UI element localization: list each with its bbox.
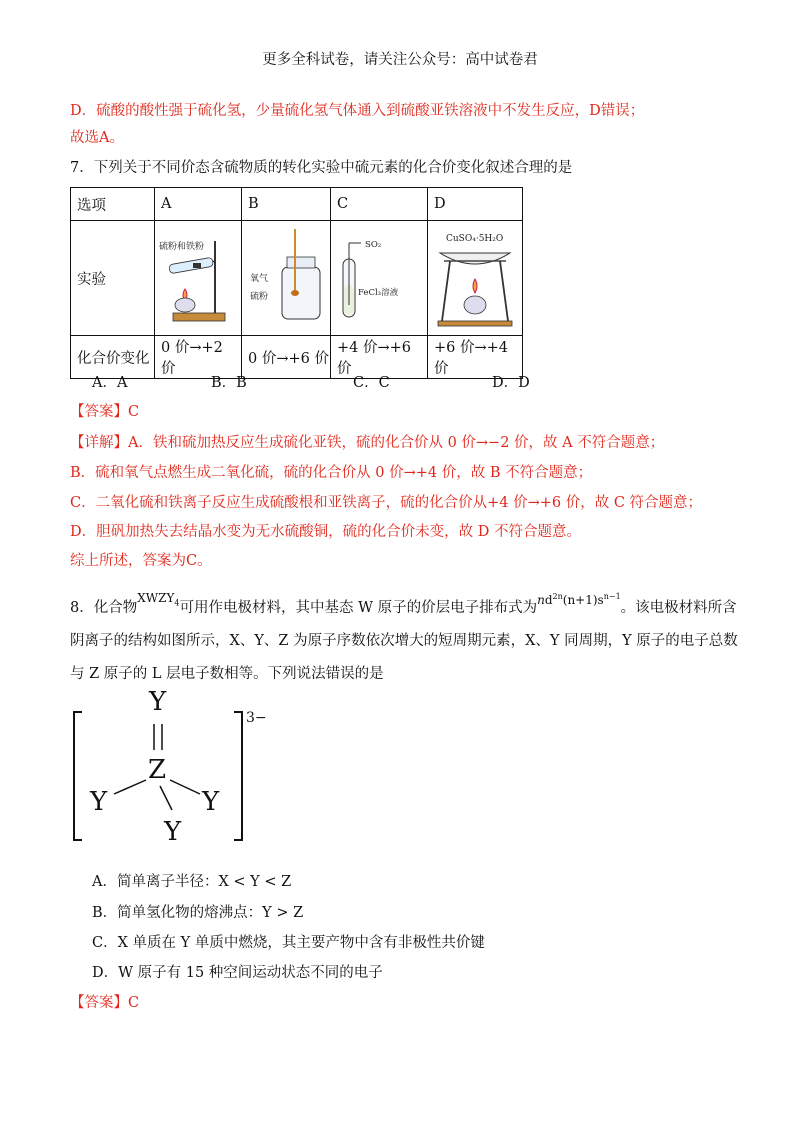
q7-experiment-table — [70, 187, 523, 379]
valence-change-d: +6 价→+4 价 — [428, 336, 523, 379]
valence-change-a: 0 价→+2 价 — [155, 336, 242, 379]
prev-conclusion: 故选A。 — [70, 130, 124, 146]
experiment-d-cell — [428, 221, 523, 336]
q7-detail-d: D．胆矾加热失去结晶水变为无水硫酸铜，硫的化合价未变，故 D 不符合题意。 — [70, 524, 581, 540]
q8-option-b: B．简单氢化物的熔沸点：Y > Z — [92, 905, 304, 921]
q8-option-c: C．X 单质在 Y 单质中燃烧，其主要产物中含有非极性共价键 — [92, 935, 485, 951]
q8-answer-value: C — [128, 995, 140, 1011]
q8-formula-sub: 4 — [174, 598, 180, 608]
q8-electron-config — [537, 593, 621, 607]
apparatus-c-illustration — [331, 221, 427, 331]
apparatus-d-label: CuSO₄·5H₂O — [446, 234, 504, 244]
col-header-a: A — [155, 188, 242, 221]
q7-answer-value: C — [128, 404, 140, 420]
q7-answer-tag: 【答案】 — [70, 404, 128, 420]
apparatus-b-label-sulfur: 硫粉 — [250, 292, 269, 302]
ligand-y-left: Y — [90, 787, 108, 817]
apparatus-d-illustration — [428, 221, 522, 331]
page-header: 更多全科试卷，请关注公众号：高中试卷君 — [262, 52, 538, 68]
col-header-b: B — [242, 188, 331, 221]
q8-stem-line2: 阴离子的结构如图所示，X、Y、Z 为原子序数依次增大的短周期元素，X、Y 同周期，Y 原子的电子总数 — [70, 633, 738, 649]
prev-option-d-explanation: D．硫酸的酸性强于硫化氢，少量硫化氢气体通入到硫酸亚铁溶液中不发生反应，D错误； — [70, 103, 645, 119]
q8-option-d: D．W 原子有 15 种空间运动状态不同的电子 — [92, 965, 383, 981]
col-header-c: C — [331, 188, 428, 221]
row-header-valence-change: 化合价变化 — [71, 336, 155, 379]
config-mid: (n+1)s — [562, 593, 604, 607]
q7-detail-a-line — [70, 433, 664, 453]
experiment-b-cell — [242, 221, 331, 336]
q7-detail-tag: 【详解】 — [70, 435, 128, 451]
valence-change-c: +4 价→+6 价 — [331, 336, 428, 379]
q7-detail-c: C．二氧化硫和铁离子反应生成硫酸根和亚铁离子，硫的化合价从+4 价→+6 价，故 C 符合题意； — [70, 495, 703, 511]
q7-option-a: A．A — [92, 375, 128, 391]
q8-formula-main: XWZY — [137, 591, 175, 605]
experiment-c-cell — [331, 221, 428, 336]
q8-stem-mid: 可用作电极材料，其中基态 W 原子的价层电子排布式为 — [179, 600, 538, 616]
q7-summary: 综上所述，答案为C。 — [70, 553, 212, 569]
config-n: n — [537, 593, 545, 607]
q8-option-a: A．简单离子半径：X < Y < Z — [92, 874, 292, 890]
experiment-a-cell — [155, 221, 242, 336]
q8-stem-pre: 8．化合物 — [70, 600, 138, 616]
q8-stem-line1 — [70, 591, 737, 623]
center-atom-z: Z — [148, 755, 167, 785]
q8-answer-tag: 【答案】 — [70, 995, 128, 1011]
apparatus-b-illustration — [242, 221, 330, 331]
apparatus-a-illustration — [155, 221, 241, 331]
q8-formula — [137, 591, 180, 608]
config-d-sup: 2n — [552, 592, 563, 601]
anion-structure-diagram — [70, 688, 290, 848]
config-s-sup: n−1 — [603, 592, 621, 601]
q7-answer — [70, 402, 139, 422]
q7-stem: 7．下列关于不同价态含硫物质的转化实验中硫元素的化合价变化叙述合理的是 — [70, 160, 573, 176]
ligand-y-right: Y — [202, 787, 220, 817]
anion-charge: 3− — [246, 710, 267, 726]
q7-option-d: D．D — [492, 375, 530, 391]
q8-stem-line3: 与 Z 原子的 L 层电子数相等。下列说法错误的是 — [70, 666, 384, 682]
apparatus-c-label-fecl3: FeCl₃溶液 — [358, 288, 399, 298]
ligand-y-bottom: Y — [164, 817, 182, 847]
valence-change-b: 0 价→+6 价 — [242, 336, 331, 379]
apparatus-a-label: 硫粉和铁粉 — [159, 242, 205, 252]
row-header-experiment: 实验 — [71, 221, 155, 336]
apparatus-b-label-oxygen: 氧气 — [250, 274, 269, 284]
row-header-option: 选项 — [71, 188, 155, 221]
q7-option-c: C．C — [353, 375, 390, 391]
q7-option-b: B．B — [211, 375, 247, 391]
col-header-d: D — [428, 188, 523, 221]
ligand-y-top: Y — [149, 688, 167, 717]
q8-stem-end: 。该电极材料所含 — [620, 600, 737, 616]
config-d: d — [544, 593, 553, 607]
apparatus-c-label-so2: SO₂ — [365, 240, 382, 250]
q7-detail-b: B．硫和氧气点燃生成二氧化硫，硫的化合价从 0 价→+4 价，故 B 不符合题意； — [70, 465, 593, 481]
q7-detail-a: A．铁和硫加热反应生成硫化亚铁，硫的化合价从 0 价→−2 价，故 A 不符合题意； — [128, 435, 665, 451]
q8-answer — [70, 993, 139, 1013]
